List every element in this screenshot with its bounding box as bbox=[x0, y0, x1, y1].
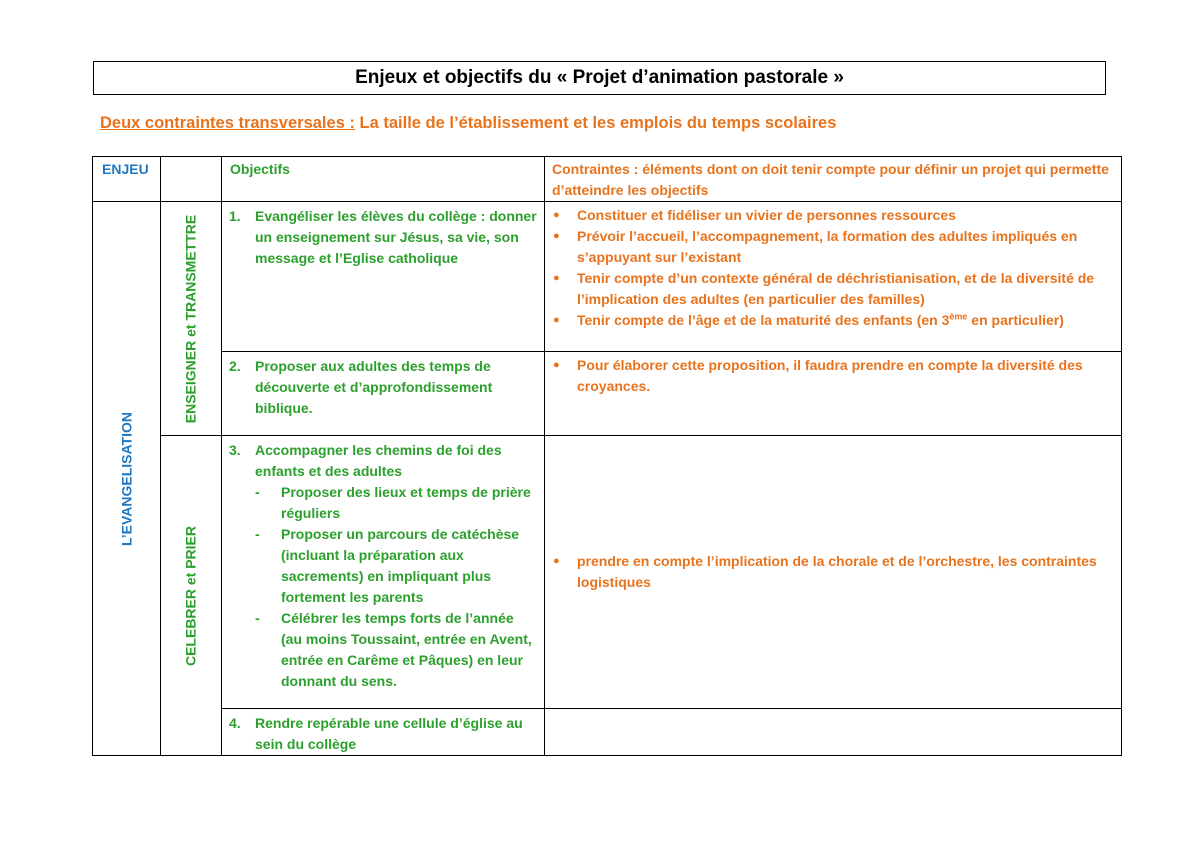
constraints-cell bbox=[545, 709, 1122, 756]
constraint-text: en particulier) bbox=[967, 312, 1064, 328]
table-row bbox=[93, 352, 1122, 436]
constraint-text: Tenir compte d’un contexte général de déchristianisation, et de la diversité de l’implication des adultes (en particulier des familles) bbox=[577, 270, 1095, 307]
objective-text: Evangéliser les élèves du collège : donner un enseignement sur Jésus, sa vie, son message et l’Eglise catholique bbox=[255, 208, 537, 266]
header-contraintes: Contraintes : éléments dont on doit tenir compte pour définir un projet qui permette d’atteindre les objectifs bbox=[545, 157, 1122, 202]
sub-item bbox=[255, 482, 538, 524]
bullet-icon: ● bbox=[553, 314, 560, 326]
bullet-icon: ● bbox=[553, 209, 560, 221]
table-row bbox=[93, 202, 1122, 352]
constraint-text: Constituer et fidéliser un vivier de personnes ressources bbox=[577, 207, 956, 223]
objective-text: Proposer aux adultes des temps de découverte et d’approfondissement biblique. bbox=[255, 358, 493, 416]
bullet-icon: ● bbox=[553, 230, 560, 242]
subtitle-rest: La taille de l’établissement et les emplois du temps scolaires bbox=[354, 114, 837, 132]
group1-label: ENSEIGNER et TRANSMETTRE bbox=[182, 214, 199, 423]
objective-number: 4. bbox=[229, 715, 241, 731]
constraint-item bbox=[551, 355, 1113, 397]
subtitle bbox=[100, 114, 836, 133]
constraint-item bbox=[551, 226, 1113, 268]
objective-number: 1. bbox=[229, 208, 241, 224]
constraint-text: Tenir compte de l’âge et de la maturité des enfants (en 3 bbox=[577, 312, 950, 328]
objective-cell bbox=[222, 202, 545, 352]
constraint-text: prendre en compte l’implication de la chorale et de l’orchestre, les contraintes logistiques bbox=[577, 553, 1097, 590]
table-row bbox=[93, 436, 1122, 709]
header-objectifs: Objectifs bbox=[222, 157, 545, 202]
constraints-cell bbox=[545, 352, 1122, 436]
subtitle-lead: Deux contraintes transversales : bbox=[100, 114, 355, 132]
bullet-icon: ● bbox=[553, 555, 560, 567]
sub-item-text: Proposer des lieux et temps de prière réguliers bbox=[281, 484, 531, 521]
sub-items bbox=[229, 482, 538, 692]
bullet-icon: ● bbox=[553, 359, 560, 371]
dash-icon: - bbox=[255, 484, 260, 500]
enjeu-cell bbox=[93, 202, 161, 756]
dash-icon: - bbox=[255, 526, 260, 542]
sub-item-text: Célébrer les temps forts de l’année (au moins Toussaint, entrée en Avent, entrée en Carême et Pâques) en leur donnant du sens. bbox=[281, 610, 532, 689]
constraint-item bbox=[551, 310, 1113, 331]
table-row bbox=[93, 709, 1122, 756]
bullet-icon: ● bbox=[553, 272, 560, 284]
header-enjeu: ENJEU bbox=[93, 157, 161, 202]
dash-icon: - bbox=[255, 610, 260, 626]
objective-text: Rendre repérable une cellule d’église au sein du collège bbox=[255, 715, 523, 752]
header-empty bbox=[161, 157, 222, 202]
objective-cell bbox=[222, 436, 545, 709]
sub-item bbox=[255, 608, 538, 692]
group1-cell bbox=[161, 202, 222, 436]
page-title: Enjeux et objectifs du « Projet d’animation pastorale » bbox=[93, 61, 1106, 95]
objective-cell bbox=[222, 709, 545, 756]
objective-number: 2. bbox=[229, 358, 241, 374]
constraint-text: Prévoir l’accueil, l’accompagnement, la formation des adultes impliqués en s’appuyant sur l’existant bbox=[577, 228, 1078, 265]
constraints-cell bbox=[545, 436, 1122, 709]
objective-text: Accompagner les chemins de foi des enfants et des adultes bbox=[255, 442, 502, 479]
objective-cell bbox=[222, 352, 545, 436]
constraint-item bbox=[551, 551, 1113, 593]
constraint-item bbox=[551, 205, 1113, 226]
group2-cell bbox=[161, 436, 222, 756]
enjeu-label: L’EVANGELISATION bbox=[118, 411, 134, 546]
constraints-cell bbox=[545, 202, 1122, 352]
group2-label: CELEBRER et PRIER bbox=[182, 525, 199, 666]
superscript: ème bbox=[949, 311, 968, 322]
sub-item bbox=[255, 524, 538, 608]
constraint-item bbox=[551, 268, 1113, 310]
objective-number: 3. bbox=[229, 442, 241, 458]
sub-item-text: Proposer un parcours de catéchèse (incluant la préparation aux sacrements) en impliquant plus fortement les parents bbox=[281, 526, 520, 605]
table-header-row bbox=[93, 157, 1122, 202]
constraint-text: Pour élaborer cette proposition, il faudra prendre en compte la diversité des croyances. bbox=[577, 357, 1083, 394]
objectives-table bbox=[92, 156, 1122, 756]
